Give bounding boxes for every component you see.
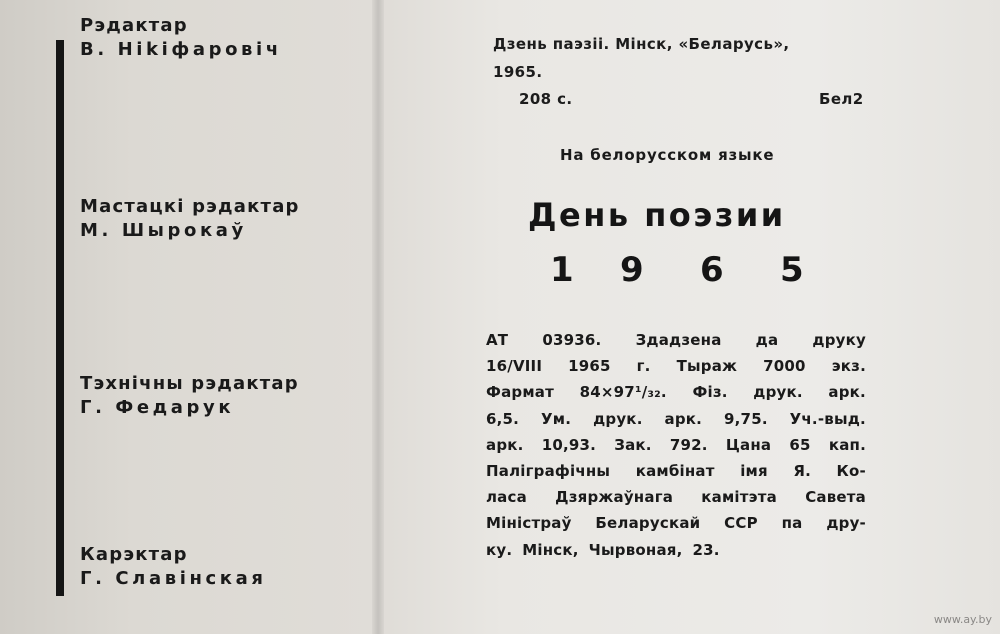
colophon-line — [486, 484, 866, 510]
credit-art-editor — [80, 195, 300, 243]
credit-proofreader — [80, 543, 267, 591]
colophon-word: 6,5. — [486, 409, 520, 428]
colophon-word: 10,93. — [541, 435, 597, 454]
book-gutter — [372, 0, 384, 634]
colophon-word: экз. — [831, 357, 866, 376]
colophon-line — [486, 458, 866, 484]
colophon-word: Фармат — [486, 383, 555, 402]
credit-name: Г. Федарук — [80, 397, 235, 418]
colophon-word: 1965 — [568, 357, 611, 376]
colophon-word: Тыраж — [676, 357, 738, 376]
colophon-word: Ум. — [541, 409, 572, 428]
credit-technical-editor — [80, 372, 299, 420]
colophon-word: Зак. — [614, 435, 652, 454]
year-digit: 9 — [620, 250, 644, 290]
language-note: На белорусском языке — [560, 146, 775, 164]
page-count: 208 с. — [519, 90, 573, 108]
credit-role: Рэдактар — [80, 15, 188, 36]
credit-role: Тэхнічны рэдактар — [80, 373, 299, 394]
colophon-word: друку — [812, 331, 866, 349]
colophon-word: 9,75. — [724, 409, 768, 428]
bibliographic-line-2: 1965. — [493, 63, 543, 81]
colophon-word: Цана — [725, 435, 772, 454]
book-title: День поэзии — [528, 196, 786, 234]
watermark-text: www.ay.by — [933, 613, 992, 626]
colophon-word: Паліграфічны — [486, 462, 611, 481]
colophon-word: 65 — [789, 435, 811, 454]
colophon-word: да — [755, 331, 779, 349]
colophon-word: АТ — [486, 331, 509, 349]
credit-editor — [80, 14, 282, 62]
colophon-line — [486, 432, 866, 458]
colophon-line — [486, 537, 866, 563]
colophon-line — [486, 379, 866, 405]
colophon-word: 23. — [692, 540, 720, 559]
colophon-word: 792. — [669, 435, 708, 454]
colophon-word: Уч.-выд. — [789, 409, 866, 428]
colophon-word: арк. — [486, 435, 524, 454]
colophon-word: друк. — [753, 383, 803, 402]
bibliographic-line-1: Дзень паэзіі. Мінск, «Беларусь», — [493, 35, 790, 53]
colophon-word: арк. — [664, 409, 703, 428]
colophon-word: камітэта — [701, 488, 777, 507]
colophon-word: друк. — [593, 409, 643, 428]
colophon-word: Міністраў — [486, 514, 572, 533]
colophon-word: ку. — [486, 540, 513, 559]
colophon-word: Мінск, — [522, 540, 579, 559]
colophon-word: Фіз. — [692, 383, 728, 402]
colophon-word: г. — [636, 357, 651, 376]
colophon-word: Я. — [793, 462, 812, 481]
colophon-word: дру- — [826, 514, 866, 533]
colophon-word: Чырвоная, — [588, 540, 683, 559]
year-digit: 5 — [780, 250, 804, 290]
colophon-word: 16/VIII — [486, 357, 543, 376]
colophon-word: арк. — [828, 383, 866, 402]
colophon-word: Ко- — [836, 462, 866, 481]
colophon-line — [486, 406, 866, 432]
colophon-line — [486, 353, 866, 379]
colophon-word: імя — [740, 462, 768, 481]
credit-name: В. Ніkіфаровіч — [80, 39, 282, 60]
credit-name: Г. Славінская — [80, 568, 267, 589]
classification-code: Бел2 — [819, 90, 864, 108]
year-digit: 1 — [550, 250, 574, 290]
colophon-word: 84×97¹/₃₂. — [579, 383, 667, 402]
credit-role: Карэктар — [80, 544, 188, 565]
colophon-word: Дзяржаўнага — [555, 488, 674, 507]
colophon-word: Здадзена — [635, 331, 722, 349]
colophon — [486, 327, 866, 563]
vertical-rule — [56, 40, 64, 596]
colophon-word: ССР — [724, 514, 758, 533]
credit-role: Мастацкі рэдактар — [80, 196, 300, 217]
colophon-word: 7000 — [763, 357, 806, 376]
credit-name: М. Шырокаў — [80, 220, 247, 241]
colophon-line — [486, 327, 866, 353]
colophon-word: кап. — [828, 435, 866, 454]
colophon-line — [486, 510, 866, 536]
colophon-word: камбінат — [635, 462, 715, 481]
colophon-word: Савета — [805, 488, 866, 507]
colophon-word: ласа — [486, 488, 527, 507]
colophon-word: па — [781, 514, 803, 533]
colophon-word: Беларускай — [595, 514, 701, 533]
year-digit: 6 — [700, 250, 724, 290]
colophon-word: 03936. — [542, 331, 602, 349]
